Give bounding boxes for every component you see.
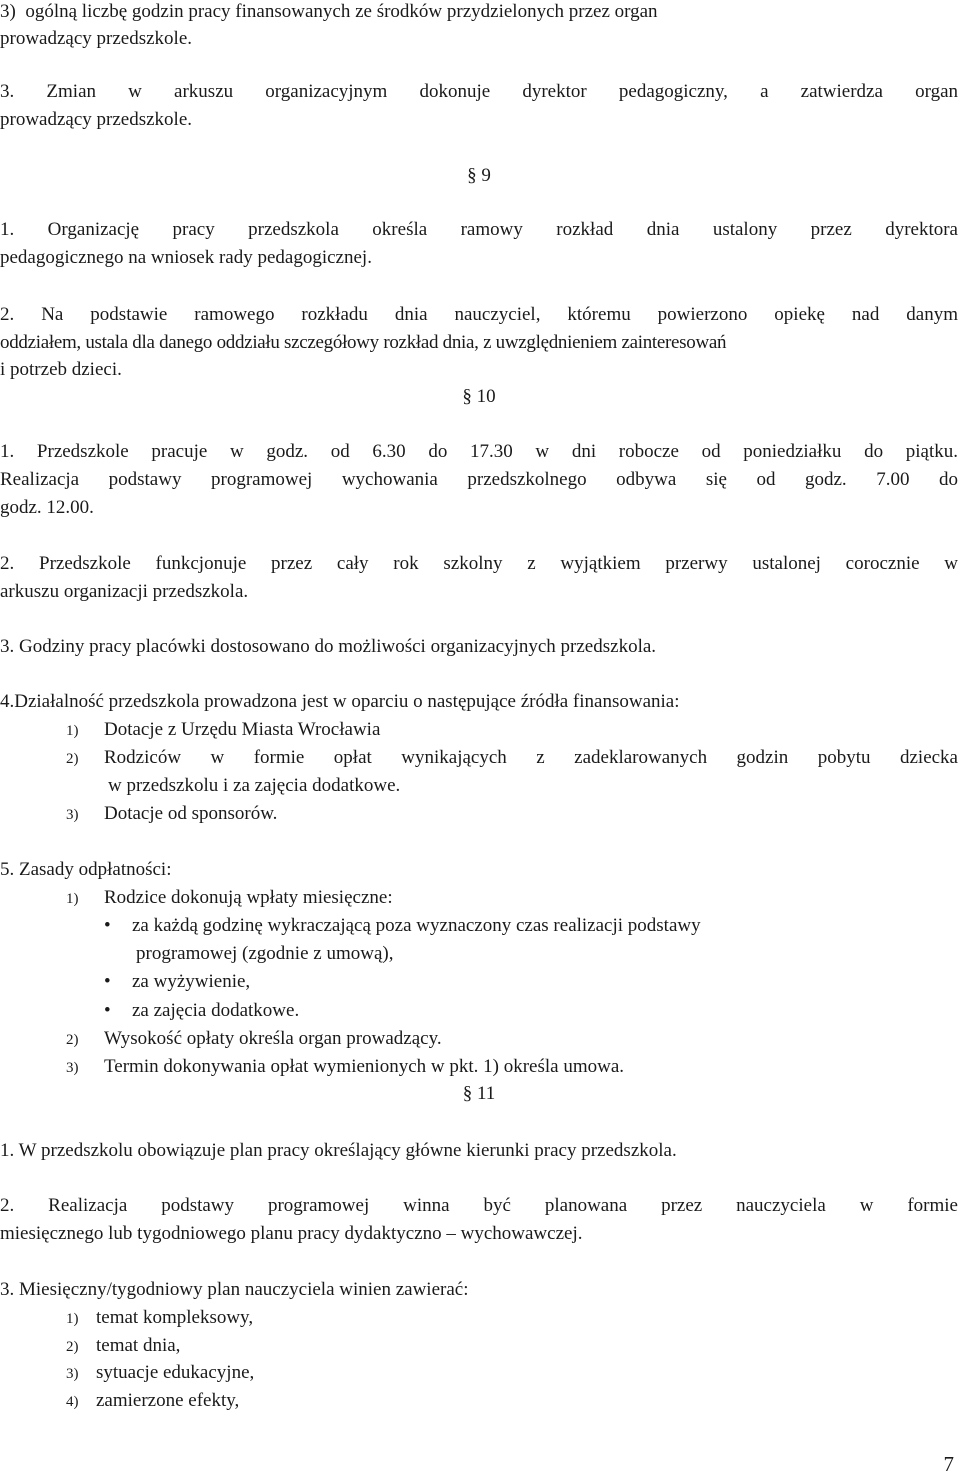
list-item-text: temat dnia, [96,1335,181,1356]
text-line: 5. Zasady odpłatności: [0,859,172,880]
list-item [66,718,958,742]
section-heading: § 11 [462,1083,496,1104]
list-item-text: Dotacje z Urzędu Miasta Wrocławia [104,719,381,740]
section-heading: § 10 [462,386,496,407]
list-item [66,1334,958,1358]
list-item [66,1389,958,1413]
text-line: 2. Przedszkole funkcjonuje przez cały rok szkolny z wyjątkiem przerwy ustalonej corocznie w [0,553,958,574]
list-number: 1) [66,891,79,907]
bullet-text: za wyżywienie, [132,971,251,992]
page-number: 7 [943,1452,954,1476]
bullet-item [104,999,958,1023]
text-line: 3. Zmian w arkuszu organizacyjnym dokonuje dyrektor pedagogiczny, a zatwierdza organ [0,81,958,102]
list-item [66,1361,958,1385]
bullet-text: za zajęcia dodatkowe. [132,1000,300,1021]
list-item [66,802,958,826]
bullet-icon: • [104,1000,111,1021]
list-item-text: Rodziców w formie opłat wynikających z zadeklarowanych godzin pobytu dziecka [104,747,958,768]
list-item-text: Wysokość opłaty określa organ prowadzący. [104,1028,442,1049]
text-line: arkuszu organizacji przedszkola. [0,581,249,602]
list-item [66,746,958,770]
list-item-text: zamierzone efekty, [96,1390,240,1411]
text-line: pedagogicznego na wniosek rady pedagogicznej. [0,247,372,268]
list-number: 2) [66,751,79,767]
text-line: 2. Na podstawie ramowego rozkładu dnia nauczyciel, któremu powierzono opiekę nad danym [0,304,958,325]
list-item [66,1306,958,1330]
list-number: 2) [66,1339,79,1355]
text-line: 3. Godziny pracy placówki dostosowano do możliwości organizacyjnych przedszkola. [0,636,657,657]
list-item [66,886,958,910]
list-number: 4) [66,1394,79,1410]
text-line: miesięcznego lub tygodniowego planu pracy dydaktyczno – wychowawczej. [0,1223,583,1244]
list-number: 3) [66,1060,79,1076]
text-line: i potrzeb dzieci. [0,359,122,380]
text-line: programowej (zgodnie z umową), [136,943,394,964]
text-line: 2. Realizacja podstawy programowej winna być planowana przez nauczyciela w formie [0,1195,958,1216]
text-line: 3. Miesięczny/tygodniowy plan nauczyciela winien zawierać: [0,1279,469,1300]
list-item-text: Termin dokonywania opłat wymienionych w pkt. 1) określa umowa. [104,1056,625,1077]
text-line: 4.Działalność przedszkola prowadzona jest w oparciu o następujące źródła finansowania: [0,691,680,712]
list-item-text: sytuacje edukacyjne, [96,1362,255,1383]
bullet-item [104,914,958,938]
list-item [66,1027,958,1051]
list-number: 1) [66,723,79,739]
list-number: 2) [66,1032,79,1048]
list-item-text: Dotacje od sponsorów. [104,803,278,824]
list-number: 3) [66,807,79,823]
text-line: godz. 12.00. [0,497,94,518]
text-line: w przedszkolu i za zajęcia dodatkowe. [108,775,401,796]
text-line: 1. Przedszkole pracuje w godz. od 6.30 do 17.30 w dni robocze od poniedziałku do piątku. [0,441,958,462]
list-item-text: temat kompleksowy, [96,1307,254,1328]
text-line: Realizacja podstawy programowej wychowania przedszkolnego odbywa się od godz. 7.00 do [0,469,958,490]
list-number: 3) [66,1366,79,1382]
text-line: 3) ogólną liczbę godzin pracy finansowanych ze środków przydzielonych przez organ [0,1,658,22]
section-heading: § 9 [467,165,491,186]
bullet-icon: • [104,915,111,936]
bullet-text: za każdą godzinę wykraczającą poza wyznaczony czas realizacji podstawy [132,915,701,936]
list-item-text: Rodzice dokonują wpłaty miesięczne: [104,887,393,908]
text-line: 1. W przedszkolu obowiązuje plan pracy określający główne kierunki pracy przedszkola. [0,1140,677,1161]
list-number: 1) [66,1311,79,1327]
text-line: oddziałem, ustala dla danego oddziału szczegółowy rozkład dnia, z uwzględnieniem zainteresowań [0,332,727,353]
text-line: prowadzący przedszkole. [0,28,193,49]
text-line: 1. Organizację pracy przedszkola określa ramowy rozkład dnia ustalony przez dyrektora [0,219,958,240]
list-item [66,1055,958,1079]
bullet-item [104,970,958,994]
bullet-icon: • [104,971,111,992]
text-line: prowadzący przedszkole. [0,109,193,130]
